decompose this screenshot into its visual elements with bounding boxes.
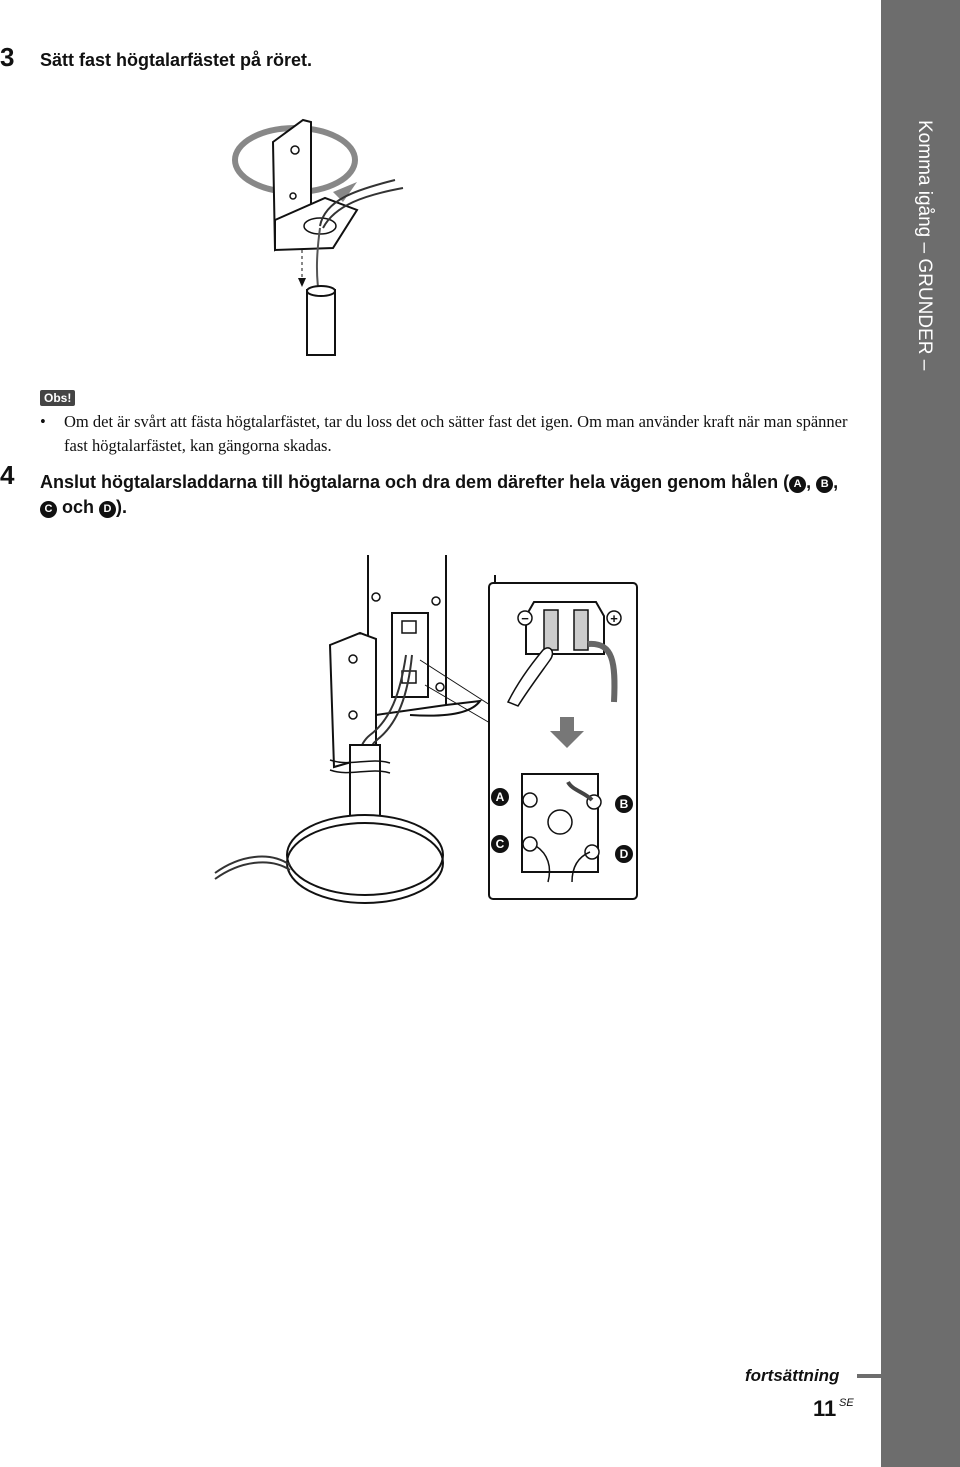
step-4-instruction <box>40 470 860 520</box>
continued-label: fortsättning <box>745 1366 840 1385</box>
step-4-sep: , <box>806 472 817 492</box>
hole-label-a: A <box>789 476 806 493</box>
hole-marker-a-label: A <box>495 790 505 804</box>
bracket-illustration <box>225 110 425 360</box>
note-text: Om det är svårt att fästa högtalarfästet, tar du loss det och sätter fast det igen. Om man använder kraft när man spänner fast högtalarfästet, kan gängorna skadas. <box>64 412 848 455</box>
note-bullet: • <box>40 412 46 431</box>
step-3-number: 3 <box>0 42 15 72</box>
page-suffix: SE <box>839 1397 854 1409</box>
step-4-number: 4 <box>0 460 15 490</box>
hole-label-b: B <box>816 476 833 493</box>
step-4-text-before: Anslut högtalarsladdarna till högtalarna och dra dem därefter hela vägen genom hålen ( <box>40 472 790 492</box>
step-3-title: Sätt fast högtalarfästet på röret. <box>40 50 313 70</box>
hole-marker-c-label: C <box>495 837 505 851</box>
obs-note <box>40 410 860 458</box>
minus-label: − <box>521 611 529 626</box>
hole-marker-d-label: D <box>619 847 629 861</box>
page-number: 11 <box>813 1396 837 1421</box>
continued-bar <box>857 1374 881 1378</box>
step-4-text-after: ). <box>116 497 128 517</box>
hole-label-c: C <box>40 501 57 518</box>
step-4-sep: , <box>833 472 839 492</box>
plus-label: + <box>610 611 618 626</box>
step-4-sep: och <box>57 497 100 517</box>
hole-marker-b-label: B <box>619 797 629 811</box>
speaker-stand-illustration <box>210 555 500 915</box>
zoom-lines <box>420 645 495 725</box>
section-label: Komma igång – GRUNDER – <box>914 120 935 371</box>
obs-badge: Obs! <box>40 390 75 406</box>
terminal-detail-box <box>488 582 638 900</box>
hole-label-d: D <box>99 501 116 518</box>
